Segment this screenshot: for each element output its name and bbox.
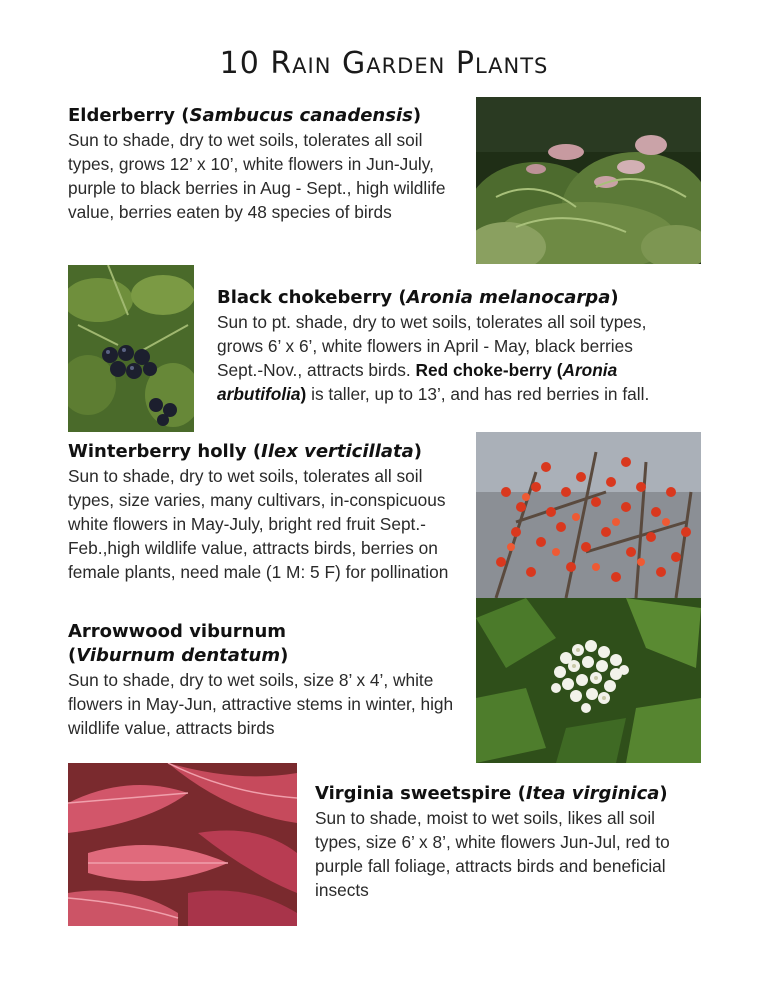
plant-heading: Virginia sweetspire (Itea virginica) <box>315 783 668 804</box>
chokeberry-photo <box>68 265 194 432</box>
plant-heading: Winterberry holly (Ilex verticillata) <box>68 441 422 462</box>
plant-heading: Arrowwood viburnum (Viburnum dentatum) <box>68 621 289 666</box>
plant-elderberry <box>68 104 468 224</box>
plant-heading: Elderberry (Sambucus canadensis) <box>68 105 422 126</box>
winterberry-photo <box>476 432 701 598</box>
plant-description: Sun to pt. shade, dry to wet soils, tolerates all soil types, grows 6’ x 6’, white flowers in April - May, black berries Sept.-Nov., attracts birds. Red choke-berry (Aronia arbutifolia) is taller, up to 13’, and has red berries in fall. <box>217 312 650 404</box>
sweetspire-photo <box>68 763 297 926</box>
plant-description: Sun to shade, dry to wet soils, tolerates all soil types, grows 12’ x 10’, white flowers in Jun-July, purple to black berries in Aug - Sept., high wildlife value, berries eaten by 48 species of birds <box>68 130 446 222</box>
elderberry-photo <box>476 97 701 264</box>
plant-black-chokeberry <box>217 286 682 406</box>
plant-arrowwood-viburnum <box>68 620 468 740</box>
plant-description: Sun to shade, dry to wet soils, tolerates all soil types, size varies, many cultivars, in-conspicuous white flowers in May-July, bright red fruit Sept.-Feb.,high wildlife value, attracts birds, berries on female plants, need male (1 M: 5 F) for pollination <box>68 466 449 582</box>
plant-winterberry-holly <box>68 440 468 584</box>
viburnum-photo <box>476 598 701 763</box>
plant-description: Sun to shade, moist to wet soils, likes all soil types, size 6’ x 8’, white flowers Jun-Jul, red to purple fall foliage, attracts birds and beneficial insects <box>315 808 670 900</box>
plant-heading: Black chokeberry (Aronia melanocarpa) <box>217 287 619 308</box>
plant-description: Sun to shade, dry to wet soils, size 8’ x 4’, white flowers in May-Jun, attractive stems in winter, high wildlife value, attracts birds <box>68 670 454 738</box>
page-title: 10 Rain Garden Plants <box>219 46 549 81</box>
plant-virginia-sweetspire <box>315 782 695 902</box>
